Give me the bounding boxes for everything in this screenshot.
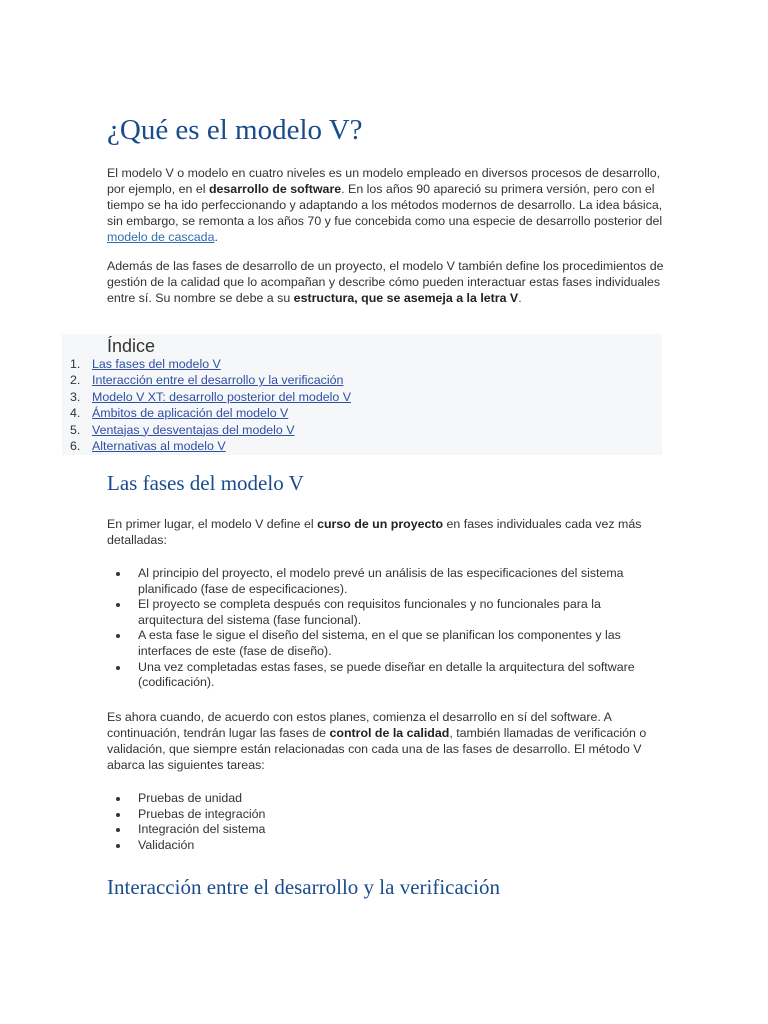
toc-link-modelo-v-xt[interactable]: Modelo V XT: desarrollo posterior del modelo V [92,389,351,404]
phases-list [138,566,668,691]
intro-p1-text-3: . [214,230,218,244]
toc-link-ventajas[interactable]: Ventajas y desventajas del modelo V [92,422,295,437]
toc-item-number: 2. [70,373,81,388]
toc-item [62,422,351,438]
list-item: Al principio del proyecto, el modelo prevé un análisis de las especificaciones del sistema planificado (fase de especificaciones). [138,566,668,597]
intro-p2-text-1: Además de las fases de desarrollo de un proyecto, el modelo V también define los procedimientos de gestión de la calidad que lo acompañan y describe cómo pueden interactuar estas fases individuales entre sí. Su nombre se debe a su [107,259,664,305]
fases-p1-text-1: En primer lugar, el modelo V define el [107,517,318,531]
list-item: Pruebas de integración [138,807,668,823]
toc-title: Índice [107,336,156,356]
list-item: El proyecto se completa después con requisitos funcionales y no funcionales para la arquitectura del sistema (fase funcional). [138,597,668,628]
toc-link-fases[interactable]: Las fases del modelo V [92,357,221,371]
fases-paragraph-2 [107,709,667,773]
toc-link-interaccion[interactable]: Interacción entre el desarrollo y la verificación [92,373,344,388]
fases-p2-text-2: , también llamadas de verificación o validación, que siempre están relacionadas con cada una de las fases de desarrollo. El método V abarca las siguientes tareas: [107,726,647,772]
fases-p2-bold: control de la calidad [329,726,450,740]
intro-p1-bold: desarrollo de software [208,182,342,196]
fases-p2-text-1: Es ahora cuando, de acuerdo con estos planes, comienza el desarrollo en sí del software. A continuación, tendrán lugar las fases de [107,710,612,740]
intro-p1-text-1: El modelo V o modelo en cuatro niveles es un modelo empleado en diversos procesos de desarrollo, por ejemplo, en el [107,166,661,196]
intro-p2-text-2: . [518,291,522,305]
intro-paragraph-1 [107,165,667,245]
toc-item-number: 6. [70,438,81,453]
intro-p1-text-2: . En los años 90 apareció su primera versión, pero con el tiempo se ha ido perfeccionando y adaptando a los métodos modernos de desarrollo. La idea básica, sin embargo, se remonta a los años 70 y fue concebida como una especie de desarrollo posterior del [107,182,663,228]
page-title: ¿Qué es el modelo V? [107,114,363,146]
list-item: Una vez completadas estas fases, se puede diseñar en detalle la arquitectura del software (codificación). [138,660,668,691]
list-item: Validación [138,838,668,854]
toc-item [62,389,351,405]
list-item: A esta fase le sigue el diseño del sistema, en el que se planifican los componentes y las interfaces de este (fase de diseño). [138,628,668,659]
toc-item-number: 5. [70,422,81,437]
toc-item [62,438,351,454]
tasks-list [138,791,668,853]
toc-item-number: 4. [70,406,81,421]
intro-p2-bold: estructura, que se asemeja a la letra V [293,291,519,305]
toc-item-number: 3. [70,389,81,404]
toc-item [62,356,351,372]
list-item: Pruebas de unidad [138,791,668,807]
fases-paragraph-1 [107,516,667,548]
toc-link-ambitos[interactable]: Ámbitos de aplicación del modelo V [92,406,289,421]
toc-item [62,372,351,388]
toc-item-number: 1. [70,357,81,371]
list-item: Integración del sistema [138,822,668,838]
intro-paragraph-2 [107,258,667,306]
section-heading-fases: Las fases del modelo V [107,471,304,495]
table-of-contents [62,334,662,455]
section-heading-interaccion: Interacción entre el desarrollo y la verificación [107,875,500,899]
toc-link-alternativas[interactable]: Alternativas al modelo V [92,438,226,453]
fases-p1-bold: curso de un proyecto [317,517,444,531]
toc-item [62,405,351,421]
fases-p1-text-2: en fases individuales cada vez más detalladas: [107,517,642,547]
toc-list [62,356,351,454]
waterfall-model-link[interactable]: modelo de cascada [107,230,215,244]
